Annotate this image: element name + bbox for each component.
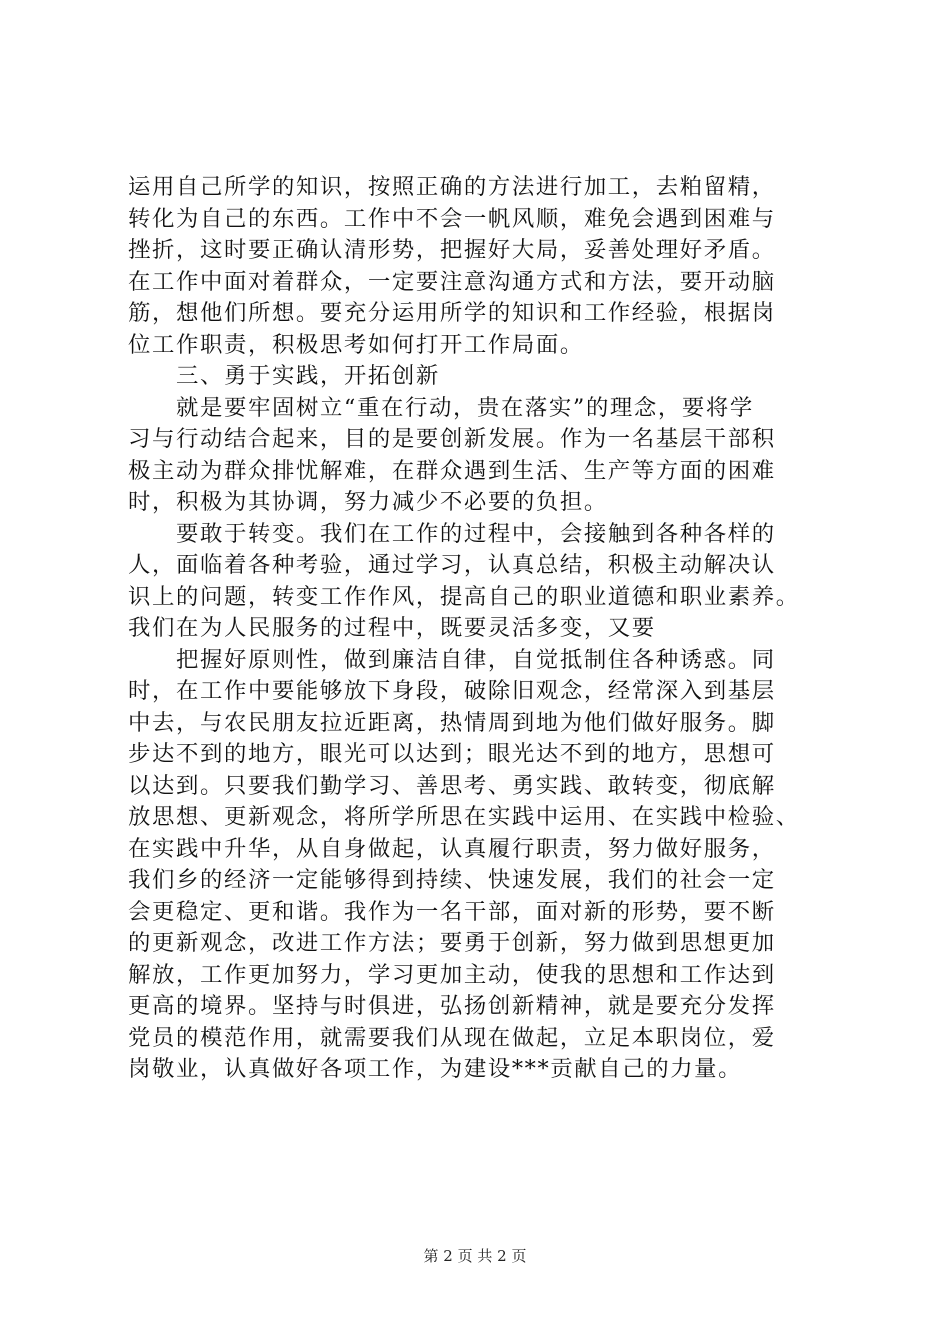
text-line: 习与行动结合起来，目的是要创新发展。作为一名基层干部积 [128, 426, 776, 452]
text-line: 转化为自己的东西。工作中不会一帆风顺，难免会遇到困难与 [128, 205, 776, 232]
text-line: 运用自己所学的知识，按照正确的方法进行加工，去粕留精， [128, 174, 776, 200]
body-text [128, 172, 838, 1086]
section-heading: 三、勇于实践，开拓创新 [176, 363, 440, 389]
page-number-footer: 第 2 页 共 2 页 [423, 1247, 527, 1265]
text-line: 的更新观念，改进工作方法；要勇于创新，努力做到思想更加 [128, 930, 776, 956]
text-line: 解放，工作更加努力，学习更加主动，使我的思想和工作达到 [128, 961, 776, 988]
text-line: 筋，想他们所想。要充分运用所学的知识和工作经验，根据岗 [128, 300, 776, 326]
text-line: 人，面临着各种考验，通过学习，认真总结，积极主动解决认 [128, 552, 776, 578]
text-line: 极主动为群众排忧解难，在群众遇到生活、生产等方面的困难 [128, 457, 776, 484]
text-line: 放思想、更新观念，将所学所思在实践中运用、在实践中检验、 [128, 804, 800, 830]
text-line: 要敢于转变。我们在工作的过程中，会接触到各种各样的 [176, 520, 776, 547]
text-line: 在实践中升华，从自身做起，认真履行职责，努力做好服务， [128, 835, 776, 862]
text-line: 我们在为人民服务的过程中，既要灵活多变，又要 [128, 615, 656, 641]
text-line: 就是要牢固树立“重在行动，贵在落实”的理念，要将学 [176, 394, 754, 421]
text-line: 更高的境界。坚持与时俱进，弘扬创新精神，就是要充分发挥 [128, 993, 776, 1019]
text-line: 步达不到的地方，眼光可以达到；眼光达不到的地方，思想可 [128, 741, 776, 767]
text-line: 时，在工作中要能够放下身段，破除旧观念，经常深入到基层 [128, 678, 776, 704]
text-line: 挫折，这时要正确认清形势，把握好大局，妥善处理好矛盾。 [128, 237, 776, 263]
text-line: 我们乡的经济一定能够得到持续、快速发展，我们的社会一定 [128, 867, 776, 893]
text-line: 党员的模范作用，就需要我们从现在做起，立足本职岗位，爱 [128, 1024, 776, 1051]
text-line: 位工作职责，积极思考如何打开工作局面。 [128, 331, 584, 358]
text-line: 中去，与农民朋友拉近距离，热情周到地为他们做好服务。脚 [128, 709, 776, 736]
text-line: 以达到。只要我们勤学习、善思考、勇实践、敢转变，彻底解 [128, 772, 776, 799]
text-line: 在工作中面对着群众，一定要注意沟通方式和方法，要开动脑 [128, 268, 776, 295]
text-line: 会更稳定、更和谐。我作为一名干部，面对新的形势，要不断 [128, 898, 776, 925]
text-line: 识上的问题，转变工作作风，提高自己的职业道德和职业素养。 [128, 583, 800, 610]
text-line: 把握好原则性，做到廉洁自律，自觉抵制住各种诱惑。同 [176, 646, 776, 673]
text-line: 岗敬业，认真做好各项工作，为建设***贡献自己的力量。 [128, 1056, 743, 1082]
text-line: 时，积极为其协调，努力减少不必要的负担。 [128, 489, 608, 515]
